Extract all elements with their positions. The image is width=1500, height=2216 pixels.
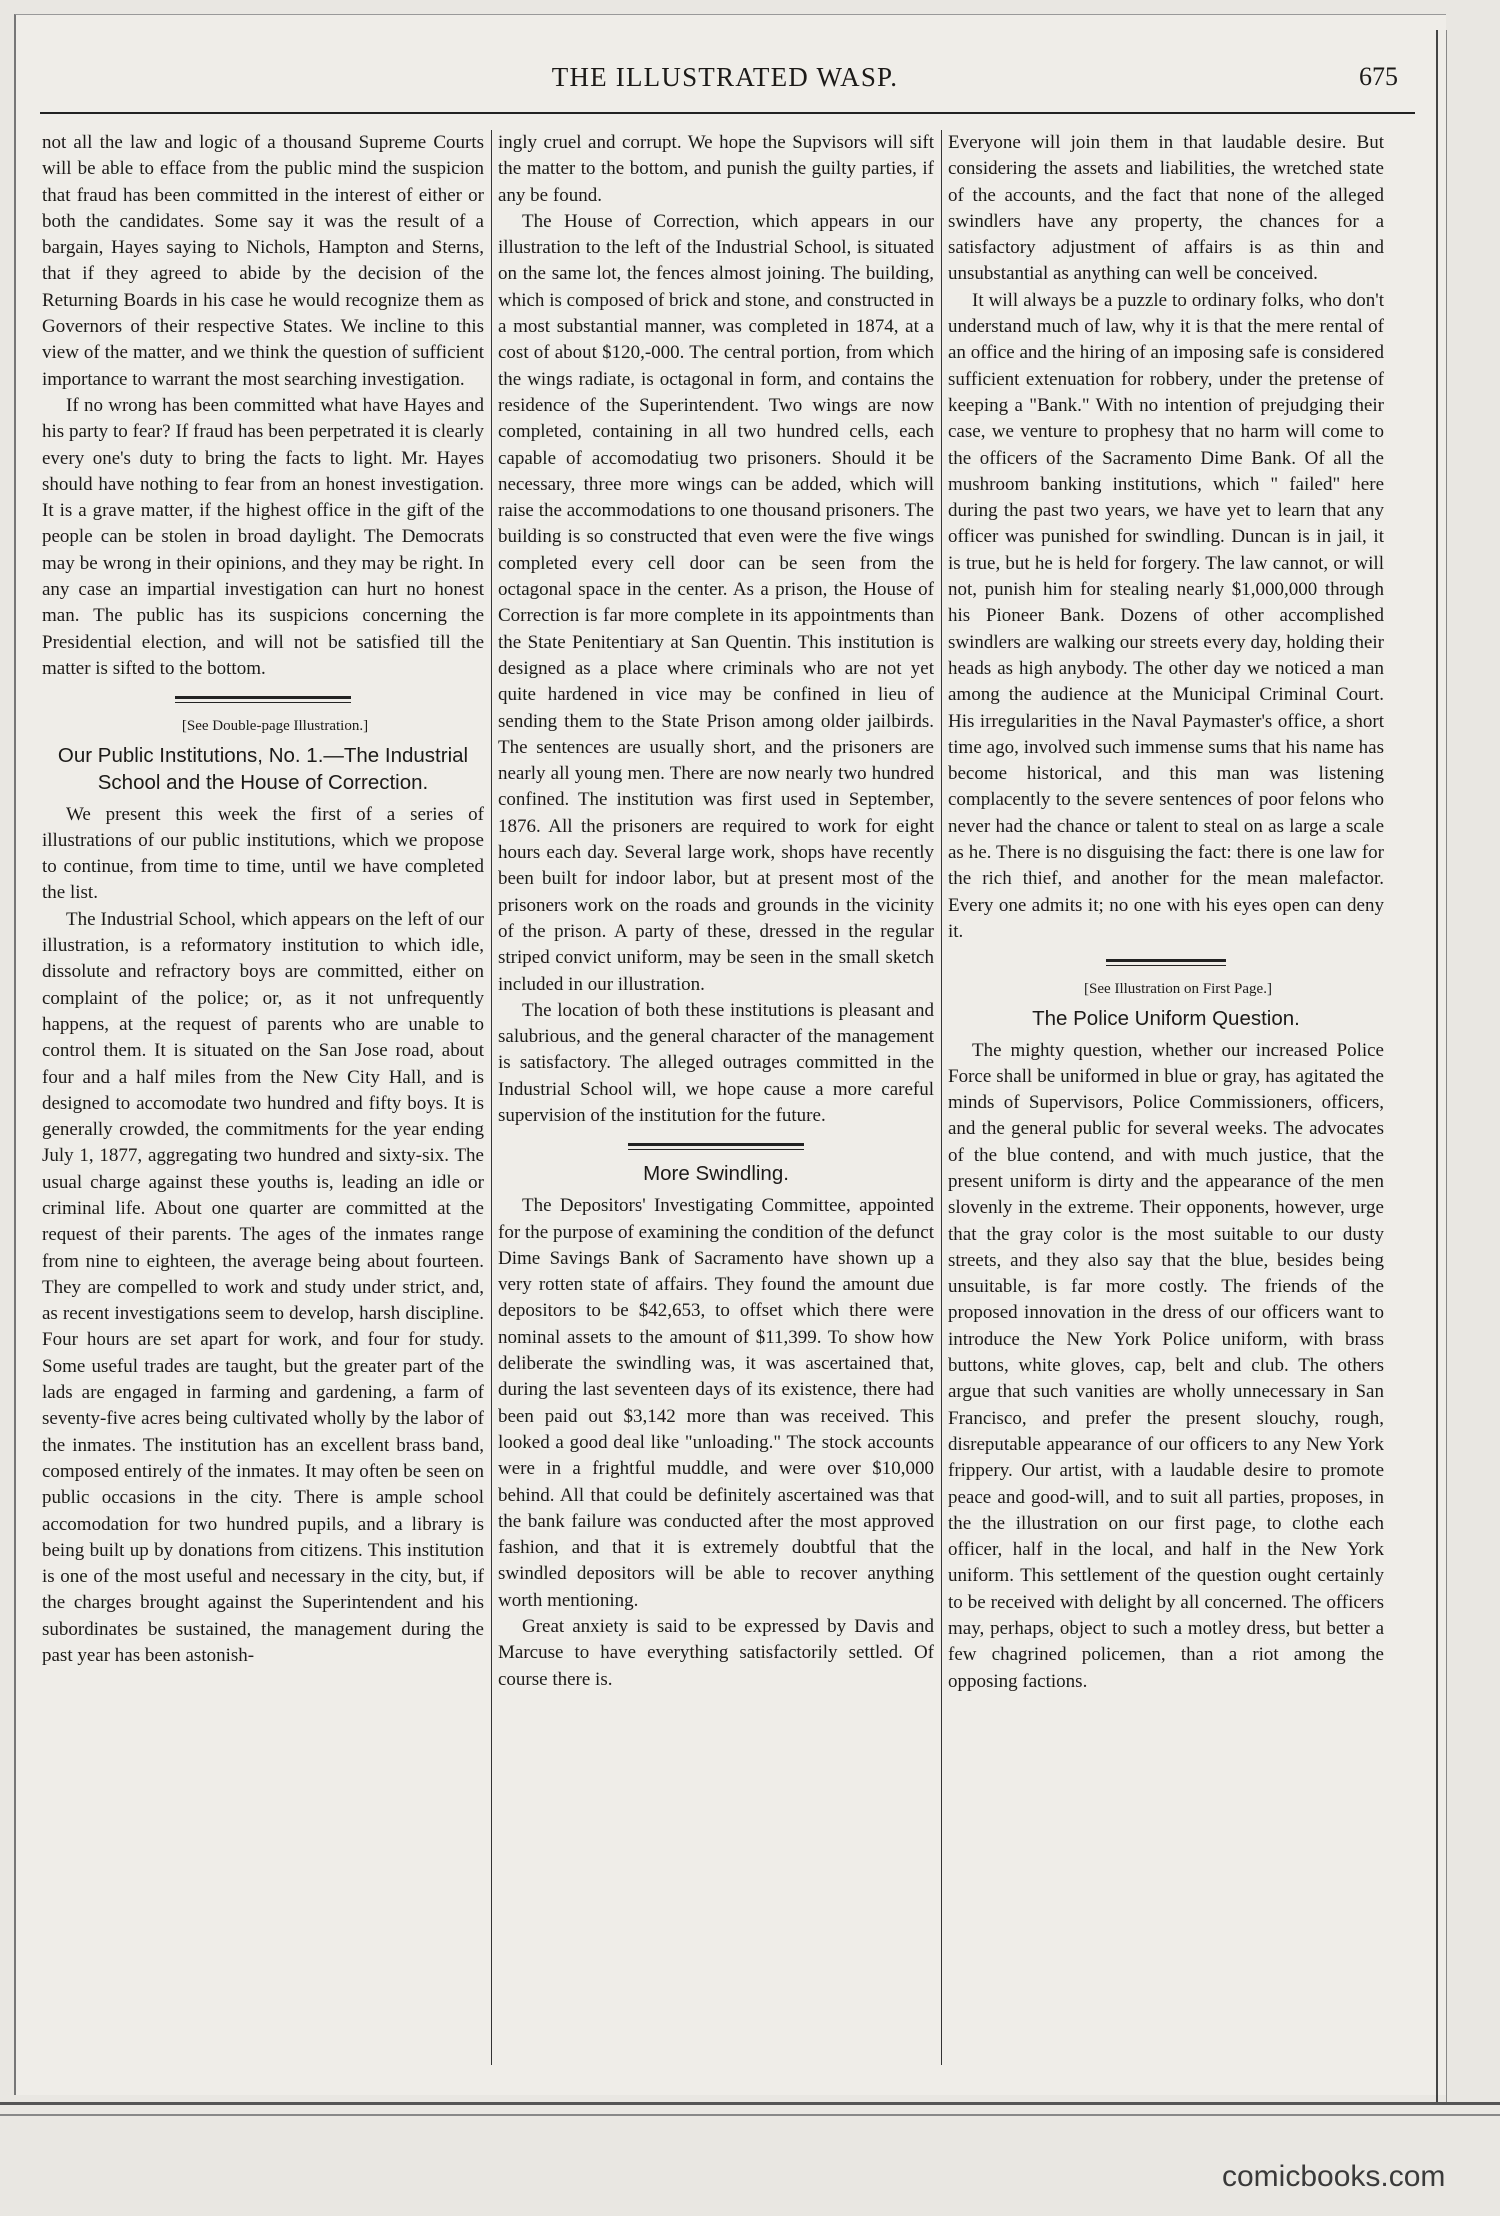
paragraph: It will always be a puzzle to ordinary folks, who don't understand much of law, why it is that the mere rental of an office and the hiring of an imposing safe is considered sufficient extenuation for robbery, under the pretense of keeping a "Bank." With no intention of prejudging their case, we venture to prophesy that no harm will come to the officers of the Sacramento Dime Bank. Of all the mushroom banking institutions, which " failed" here during the past two years, we have yet to learn that any officer was punished for swindling. Duncan is in jail, it is true, but he is held for forgery. The law cannot, or will not, punish him for stealing nearly $1,000,000 through his Pioneer Bank. Dozens of other accomplished swindlers are walking our streets every day, holding their heads as high anybody. The other day we noticed a man among the audience at the Municipal Criminal Court. His irregularities in the Naval Paymaster's office, a short time ago, involved such immense sums that his name has become historical, and this man was listening complacently to the severe sentences of poor felons who never had the chance or talent to steal on as large a scale as he. There is no disguising the fact: there is one law for the rich thief, and another for the mean malefactor. Every one admits it; no one with his eyes open can deny it.	[948, 289, 1384, 942]
paragraph: The location of both these institutions is pleasant and salubrious, and the general character of the management is satisfactory. The alleged outrages committed in the Industrial School will, we hope cause a more careful supervision of the institution for the future.	[498, 999, 934, 1126]
paragraph: Everyone will join them in that laudable desire. But considering the assets and liabilities, the wretched state of the accounts, and the fact that none of the alleged swindlers have any property, the chances for a satisfactory adjustment of affairs is as thin and unsubstantial as anything can well be conceived.	[948, 132, 1384, 285]
paragraph: We present this week the first of a series of illustrations of our public institutions, which we propose to continue, from time to time, until we have completed the list.	[42, 803, 484, 904]
paragraph: not all the law and logic of a thousand Supreme Courts will be able to efface from the public mind the suspicion that fraud has been committed in the interest of either or both the candidates. Some say it was the result of a bargain, Hayes saying to Nichols, Hampton and Sterns, that if they agreed to abide by the decision of the Returning Boards in his case he would recognize them as Governors of their respective States. We incline to this view of the matter, and we think the question of sufficient importance to warrant the most searching investigation.	[42, 132, 484, 390]
column-divider-1	[491, 130, 492, 2065]
page-number: 675	[1359, 62, 1398, 91]
section-separator	[628, 1143, 804, 1150]
paragraph: If no wrong has been committed what have Hayes and his party to fear? If fraud has been perpetrated it is clearly every one's duty to bring the facts to light. Mr. Hayes should have nothing to fear from an honest investigation. It is a grave matter, if the highest office in the gift of the people can be stolen in broad daylight. The Democrats may be wrong in their opinions, and they may be right. In any case an impartial investigation can hurt no honest man. The public has its suspicions concerning the Presidential election, and will not be satisfied till the matter is sifted to the bottom.	[42, 394, 484, 679]
article-headline: More Swindling.	[643, 1162, 789, 1186]
paragraph: The mighty question, whether our increased Police Force shall be uniformed in blue or gray, has agitated the minds of Supervisors, Police Commissioners, officers, and the general public for several weeks. The advocates of the blue contend, and with much justice, that the present uniform is dirty and the appearance of the men slovenly in the extreme. Their opponents, however, urge that the gray color is the most suitable to our dusty streets, and they also say that the blue, besides being unsuitable, is far more costly. The friends of the proposed innovation in the dress of our officers want to introduce the New York Police uniform, with brass buttons, white gloves, cap, belt and club. The others argue that such vanities are wholly unnecessary in San Francisco, and prefer the present slouchy, rough, disreputable appearance of our officers to any New York frippery. Our artist, with a laudable desire to promote peace and good-will, and to suit all parties, proposes, in the the illustration on our first page, to clothe each officer, half in the local, and half in the New York uniform. This settlement of the question ought certainly to be received with delight by all concerned. The officers may, perhaps, object to such a motley dress, but better a few chagrined policemen, than a riot among the opposing factions.	[948, 1039, 1384, 1692]
running-title: THE ILLUSTRATED WASP.	[551, 62, 899, 92]
paragraph: ingly cruel and corrupt. We hope the Supvisors will sift the matter to the bottom, and punish the guilty parties, if any be found.	[498, 132, 934, 206]
page-right-border-inner	[1446, 30, 1447, 2105]
paragraph: The House of Correction, which appears in our illustration to the left of the Industrial School, is situated on the same lot, the fences almost joining. The building, which is composed of brick and stone, and constructed in a most substantial manner, was completed in 1874, at a cost of about $120,-000. The central portion, from which the wings radiate, is octagonal in form, and contains the residence of the Superintendent. Two wings are now completed, containing in all two hundred cells, each capable of accomodatiug two prisoners. Should it be necessary, three more wings can be added, which will raise the accommodations to one thousand prisoners. The building is so constructed that even were the five wings completed every cell door can be seen from the octagonal space in the center. As a prison, the House of Correction is far more complete in its appointments than the State Penitentiary at San Quentin. This institution is designed as a place where criminals who are not yet quite hardened in vice may be confined in lieu of sending them to the State Prison among older jailbirds. The sentences are usually short, and the prisoners are nearly all young men. There are now nearly two hundred confined. The institution was first used in September, 1876. All the prisoners are required to work for eight hours each day. Several large work, shops have recently been built for indoor labor, but at present most of the prisoners work on the roads and grounds in the vicinity of the prison. A party of these, dressed in the regular striped convict uniform, may be seen in the small sketch included in our illustration.	[498, 210, 934, 995]
paragraph: The Depositors' Investigating Committee, appointed for the purpose of examining the condition of the defunct Dime Savings Bank of Sacramento have shown up a very rotten state of affairs. They found the amount due depositors to be $42,653, to offset which there were nominal assets to the amount of $11,399. To show how deliberate the swindling was, it was ascertained that, during the last seventeen days of its existence, there had been paid out $3,142 more than was received. This looked a good deal like "unloading." The stock accounts were in a frightful muddle, and were over $10,000 behind. All that could be definitely ascertained was that the bank failure was conducted after the most approved fashion, and that it is extremely doubtful that the swindled depositors will be able to recover anything worth mentioning.	[498, 1195, 934, 1611]
section-separator	[175, 696, 351, 703]
section-separator	[1106, 959, 1226, 966]
page-right-border	[1436, 30, 1438, 2105]
bottom-rule-thin	[0, 2114, 1500, 2116]
site-watermark: comicbooks.com	[1222, 2160, 1446, 2193]
column-2	[498, 130, 934, 2080]
article-headline: Our Public Institutions, No. 1.—The Industrial School and the House of Correction.	[57, 743, 469, 794]
column-divider-2	[941, 130, 942, 2065]
bottom-rule	[0, 2102, 1500, 2105]
paragraph: Great anxiety is said to be expressed by Davis and Marcuse to have everything satisfactorily settled. Of course there is.	[498, 1616, 934, 1690]
page-header	[40, 62, 1410, 102]
column-3	[948, 130, 1384, 2080]
paragraph: The Industrial School, which appears on the left of our illustration, is a reformatory institution to which idle, dissolute and refractory boys are committed, either on complaint of the police; or, as it not unfrequently happens, at the request of parents who are unable to control them. It is situated on the San Jose road, about four and a half miles from the New City Hall, and is designed to accomodate two hundred and fifty boys. It is generally crowded, the commitments for the year ending July 1, 1877, aggregating two hundred and sixty-six. The usual charge against these youths is, leading an idle or criminal life. About one quarter are committed at the request of their parents. The ages of the inmates range from nine to eighteen, the average being about fourteen. They are compelled to work and study under strict, and, as recent investigations seem to develop, harsh discipline. Four hours are set apart for work, and four for study. Some useful trades are taught, but the greater part of the lads are engaged in farming and gardening, a farm of seventy-five acres being cultivated wholly by the labor of the inmates. The institution has an excellent brass band, composed entirely of the inmates. It may often be seen on public occasions in the city. There is ample school accomodation for two hundred pupils, and a library is being built up by donations from citizens. This institution is one of the most useful and necessary in the city, but, if the charges brought against the Superintendent and his subordinates be sustained, the management during the past year has been astonish-	[42, 908, 484, 1667]
illustration-note: [See Double-page Illustration.]	[181, 718, 369, 735]
illustration-note: [See Illustration on First Page.]	[1084, 981, 1272, 998]
header-rule	[40, 112, 1415, 114]
article-headline: The Police Uniform Question.	[1032, 1006, 1300, 1030]
column-1	[42, 130, 484, 2080]
